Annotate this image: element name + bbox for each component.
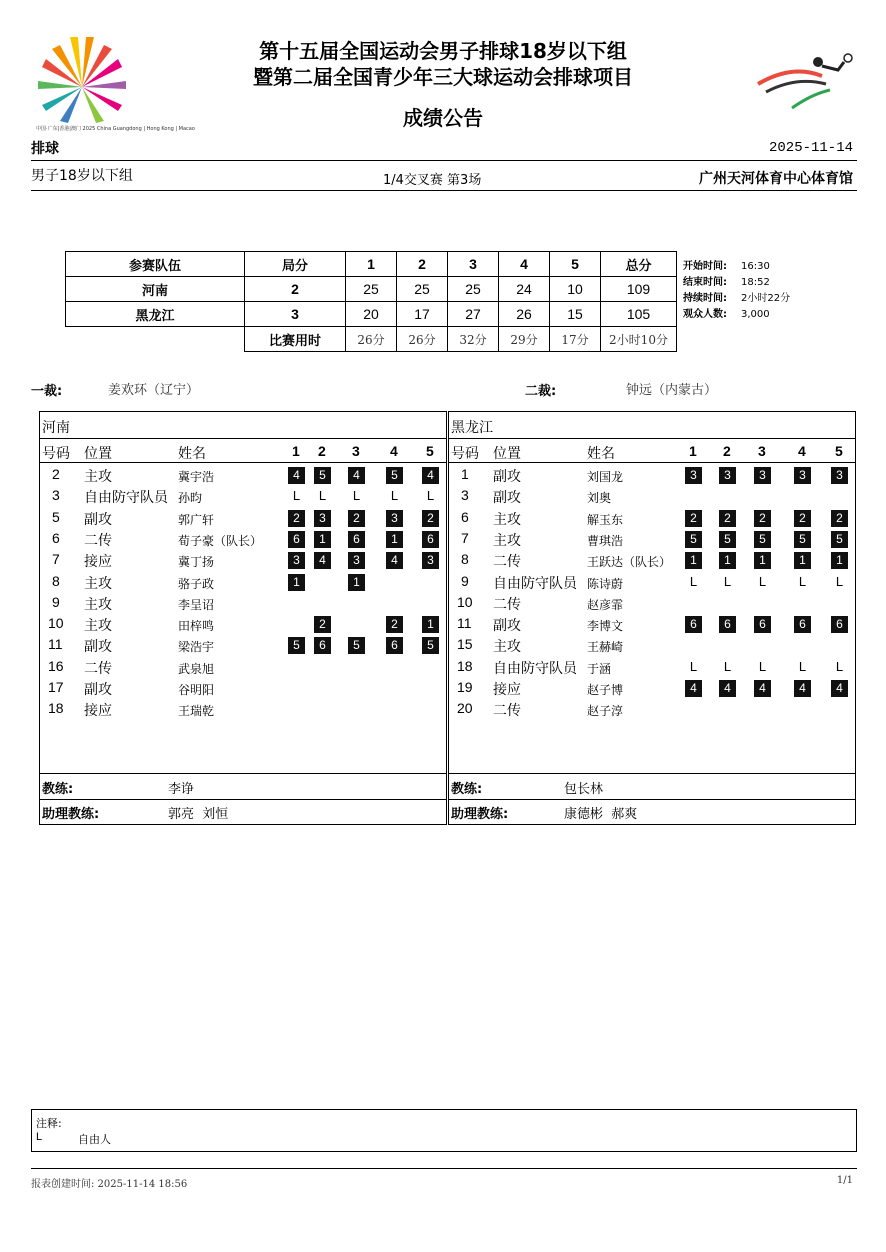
- rotation-box: 2: [288, 510, 305, 527]
- set-points: 10: [550, 277, 601, 302]
- duration-row: [66, 327, 677, 352]
- player-name: 田梓鸣: [178, 619, 215, 634]
- total-points: 105: [601, 302, 677, 327]
- rotation-box: 1: [288, 574, 305, 591]
- player-position: 主攻: [84, 596, 112, 613]
- player-position: 自由防守队员: [84, 490, 168, 507]
- libero-mark: L: [758, 573, 767, 589]
- libero-mark: L: [835, 573, 844, 589]
- player-row: [40, 571, 448, 592]
- player-position: 主攻: [493, 532, 521, 549]
- col-set: 5: [835, 443, 843, 459]
- rotation-box: 5: [831, 531, 848, 548]
- set-points: 24: [499, 277, 550, 302]
- player-position: 主攻: [493, 511, 521, 528]
- team-name: 河南: [66, 277, 245, 302]
- rotation-box: 4: [794, 680, 811, 697]
- rotation-box: 2: [386, 616, 403, 633]
- col-set: 2: [723, 443, 731, 459]
- player-number: 8: [52, 572, 60, 589]
- set-points: 27: [448, 302, 499, 327]
- set-points: 17: [397, 302, 448, 327]
- rotation-box: 6: [422, 531, 439, 548]
- set-label: 2: [397, 252, 448, 277]
- rotation-box: 2: [685, 510, 702, 527]
- scoreboard-table: [65, 251, 677, 352]
- player-row: [40, 528, 448, 549]
- col-set: 4: [390, 443, 398, 459]
- coach-name: 李诤: [168, 782, 195, 797]
- sport-label: 排球: [31, 141, 59, 157]
- player-row: [40, 698, 448, 719]
- player-name: 郭广轩: [178, 512, 215, 527]
- set-duration: 29分: [499, 327, 550, 352]
- volleyball-player-icon: [752, 50, 856, 114]
- rotation-box: 5: [422, 637, 439, 654]
- libero-mark: L: [723, 658, 732, 674]
- player-name: 刘国龙: [587, 470, 624, 484]
- games-logo: [30, 25, 195, 137]
- set-points: 15: [550, 302, 601, 327]
- player-position: 副攻: [493, 490, 521, 507]
- player-name: 李博文: [587, 619, 624, 634]
- assistant-coach-label: 助理教练:: [42, 807, 100, 822]
- col-number: 号码: [42, 446, 70, 462]
- rotation-box: 1: [348, 574, 365, 591]
- rotation-box: 6: [314, 637, 331, 654]
- libero-mark: L: [426, 488, 435, 504]
- player-name: 骆子政: [178, 576, 215, 591]
- rotation-box: 6: [754, 616, 771, 633]
- rotation-box: 4: [288, 467, 305, 484]
- player-number: 11: [457, 615, 472, 632]
- rotation-box: 5: [348, 637, 365, 654]
- rotation-box: 2: [719, 510, 736, 527]
- second-referee-label: 二裁:: [525, 384, 557, 399]
- rotation-box: 4: [348, 467, 365, 484]
- rotation-box: 3: [288, 552, 305, 569]
- start-time: 16:30: [741, 261, 770, 272]
- set-label: 5: [550, 252, 601, 277]
- volleyball-logo: [752, 50, 856, 114]
- set-duration: 26分: [397, 327, 448, 352]
- rotation-box: 6: [831, 616, 848, 633]
- notes-box: [31, 1109, 857, 1152]
- player-name: 曹琪浩: [587, 533, 624, 548]
- col-set: 2: [318, 443, 326, 459]
- rotation-box: 4: [831, 680, 848, 697]
- player-position: 主攻: [493, 639, 521, 656]
- player-number: 8: [461, 551, 469, 568]
- player-row: [40, 485, 448, 506]
- col-set: 3: [352, 443, 360, 459]
- player-name: 赵子淳: [587, 704, 624, 719]
- rotation-box: 3: [794, 467, 811, 484]
- rotation-box: 1: [314, 531, 331, 548]
- player-position: 二传: [84, 660, 112, 677]
- player-position: 主攻: [84, 618, 112, 635]
- rotation-box: 3: [754, 467, 771, 484]
- rotation-box: 3: [314, 510, 331, 527]
- start-label: 开始时间:: [683, 261, 727, 272]
- player-number: 7: [52, 551, 60, 568]
- player-number: 6: [461, 508, 469, 525]
- team-row-1: [66, 277, 677, 302]
- rotation-box: 6: [719, 616, 736, 633]
- libero-mark: L: [689, 658, 698, 674]
- player-row: [40, 507, 448, 528]
- player-name: 刘奥: [587, 491, 612, 506]
- coach-label: 教练:: [451, 782, 483, 797]
- player-row: [449, 507, 857, 528]
- player-row: [40, 656, 448, 677]
- sets-won: 3: [245, 302, 346, 327]
- player-row: [449, 571, 857, 592]
- rotation-box: 6: [288, 531, 305, 548]
- rotation-box: 4: [685, 680, 702, 697]
- player-position: 接应: [493, 682, 521, 698]
- player-row: [40, 613, 448, 634]
- player-position: 主攻: [84, 575, 112, 592]
- player-name: 梁浩宇: [178, 640, 215, 655]
- player-number: 10: [48, 615, 64, 632]
- logo-caption: 中国·广东|香港|澳门 2025 China Guangdong | Hong Kong | Macao: [36, 126, 195, 132]
- player-name: 陈诗蔚: [587, 576, 624, 591]
- libero-mark: L: [835, 658, 844, 674]
- player-name: 谷明阳: [178, 683, 215, 697]
- col-set: 4: [798, 443, 806, 459]
- player-number: 5: [52, 508, 60, 525]
- player-number: 20: [457, 700, 473, 717]
- player-position: 接应: [84, 554, 112, 571]
- player-position: 副攻: [84, 682, 112, 698]
- rotation-box: 5: [719, 531, 736, 548]
- rotation-box: 1: [685, 552, 702, 569]
- col-team: 参赛队伍: [66, 252, 245, 277]
- first-referee-label: 一裁:: [31, 384, 63, 399]
- player-name: 赵子博: [587, 683, 624, 697]
- title-line1: 第十五届全国运动会男子排球18岁以下组: [259, 39, 627, 63]
- duration-label: 比赛用时: [245, 327, 346, 352]
- set-points: 26: [499, 302, 550, 327]
- match-duration: 2小时22分: [741, 293, 791, 304]
- team-row-2: [66, 302, 677, 327]
- player-name: 解玉东: [587, 512, 624, 527]
- sunburst-logo-icon: [30, 25, 134, 125]
- set-points: 25: [346, 277, 397, 302]
- rotation-box: 4: [314, 552, 331, 569]
- rotation-box: 1: [794, 552, 811, 569]
- rotation-box: 2: [422, 510, 439, 527]
- end-label: 结束时间:: [683, 277, 727, 288]
- first-referee: 姜欢环（辽宁）: [108, 383, 200, 398]
- libero-mark: L: [390, 488, 399, 504]
- player-position: 二传: [84, 532, 112, 549]
- roster-team-name: 河南: [42, 420, 70, 436]
- col-set: 1: [292, 443, 300, 459]
- assistant-coach-label: 助理教练:: [451, 807, 509, 822]
- attendance-label: 观众人数:: [683, 309, 727, 320]
- rotation-box: 5: [754, 531, 771, 548]
- rotation-box: 5: [794, 531, 811, 548]
- rotation-box: 6: [348, 531, 365, 548]
- player-name: 王跃达（队长）: [587, 555, 672, 570]
- rotation-box: 5: [386, 467, 403, 484]
- rotation-box: 1: [719, 552, 736, 569]
- roster-team-name: 黑龙江: [451, 420, 493, 436]
- roster-panel-away: [448, 411, 856, 825]
- set-label: 3: [448, 252, 499, 277]
- rotation-box: 6: [685, 616, 702, 633]
- player-position: 接应: [84, 703, 112, 720]
- rotation-box: 2: [348, 510, 365, 527]
- col-set: 5: [426, 443, 434, 459]
- player-row: [449, 485, 857, 506]
- player-position: 二传: [493, 596, 521, 613]
- footer-divider: [31, 1168, 857, 1169]
- player-row: [449, 634, 857, 655]
- category-label: 男子18岁以下组: [31, 168, 133, 184]
- libero-mark: L: [292, 488, 301, 504]
- player-position: 副攻: [84, 639, 112, 656]
- rotation-box: 6: [386, 637, 403, 654]
- player-position: 自由防守队员: [493, 575, 577, 592]
- player-number: 2: [52, 466, 60, 482]
- player-position: 二传: [493, 703, 521, 720]
- col-sets: 局分: [245, 252, 346, 277]
- set-points: 25: [397, 277, 448, 302]
- header-divider-2: [31, 190, 857, 191]
- player-number: 3: [461, 487, 469, 504]
- player-name: 于涵: [587, 661, 612, 676]
- end-time: 18:52: [741, 277, 770, 288]
- assistant-coach-names: 郭亮 刘恒: [168, 807, 229, 822]
- player-row: [449, 698, 857, 719]
- venue-label: 广州天河体育中心体育馆: [699, 171, 853, 187]
- coach-label: 教练:: [42, 782, 74, 797]
- col-position: 位置: [84, 446, 112, 462]
- set-points: 20: [346, 302, 397, 327]
- libero-mark: L: [723, 573, 732, 589]
- libero-mark: L: [798, 573, 807, 589]
- page-subtitle: 成绩公告: [403, 106, 483, 130]
- rotation-box: 2: [754, 510, 771, 527]
- col-number: 号码: [451, 446, 479, 462]
- player-number: 17: [48, 679, 64, 695]
- player-name: 李呈诏: [178, 597, 215, 612]
- player-number: 18: [48, 700, 64, 717]
- notes-title: 注释:: [36, 1117, 62, 1130]
- player-name: 荀子豪（队长）: [178, 533, 263, 548]
- roster-panel-home: [39, 411, 447, 825]
- rotation-box: 1: [831, 552, 848, 569]
- total-duration: 2小时10分: [601, 327, 677, 352]
- set-duration: 26分: [346, 327, 397, 352]
- rotation-box: 4: [386, 552, 403, 569]
- round-label: 1/4交叉赛 第3场: [383, 173, 482, 188]
- assistant-coach-names: 康德彬 郝爽: [564, 807, 638, 822]
- player-name: 王赫崎: [587, 640, 624, 655]
- rotation-box: 2: [831, 510, 848, 527]
- header-divider: [31, 160, 857, 161]
- rotation-box: 1: [754, 552, 771, 569]
- notes-desc: 自由人: [78, 1133, 111, 1146]
- player-row: [449, 528, 857, 549]
- player-row: [449, 613, 857, 634]
- player-row: [449, 464, 857, 485]
- player-number: 16: [48, 657, 64, 674]
- libero-mark: L: [798, 658, 807, 674]
- rotation-box: 3: [348, 552, 365, 569]
- set-duration: 32分: [448, 327, 499, 352]
- player-number: 15: [457, 636, 473, 653]
- player-number: 7: [461, 529, 469, 546]
- player-row: [40, 634, 448, 655]
- set-label: 1: [346, 252, 397, 277]
- rotation-box: 3: [719, 467, 736, 484]
- rotation-box: 4: [422, 467, 439, 484]
- second-referee: 钟远（内蒙古）: [626, 383, 718, 398]
- col-total: 总分: [601, 252, 677, 277]
- player-row: [449, 656, 857, 677]
- player-position: 自由防守队员: [493, 660, 577, 677]
- libero-mark: L: [318, 488, 327, 504]
- player-row: [449, 592, 857, 613]
- player-position: 副攻: [493, 618, 521, 635]
- player-name: 赵彦霏: [587, 597, 624, 612]
- rotation-box: 1: [386, 531, 403, 548]
- team-name: 黑龙江: [66, 302, 245, 327]
- col-name: 姓名: [178, 446, 206, 462]
- rotation-box: 3: [685, 467, 702, 484]
- rotation-box: 5: [314, 467, 331, 484]
- rotation-box: 2: [794, 510, 811, 527]
- player-row: [449, 549, 857, 570]
- rotation-box: 6: [794, 616, 811, 633]
- col-set: 1: [689, 443, 697, 459]
- page-number: 1/1: [836, 1175, 853, 1186]
- rotation-box: 1: [422, 616, 439, 633]
- player-name: 冀丁扬: [178, 555, 215, 570]
- col-set: 3: [758, 443, 766, 459]
- attendance: 3,000: [741, 309, 770, 320]
- player-number: 6: [52, 529, 60, 546]
- player-position: 二传: [493, 554, 521, 571]
- player-position: 副攻: [84, 511, 112, 528]
- sets-won: 2: [245, 277, 346, 302]
- player-row: [40, 549, 448, 570]
- player-name: 武泉旭: [178, 661, 215, 676]
- player-number: 11: [48, 636, 63, 653]
- rotation-box: 3: [831, 467, 848, 484]
- player-row: [40, 592, 448, 613]
- set-points: 25: [448, 277, 499, 302]
- player-number: 9: [461, 572, 469, 589]
- notes-key: L: [36, 1131, 43, 1143]
- col-name: 姓名: [587, 446, 615, 462]
- total-points: 109: [601, 277, 677, 302]
- duration-label: 持续时间:: [683, 293, 727, 304]
- player-position: 主攻: [84, 469, 112, 485]
- col-position: 位置: [493, 446, 521, 462]
- rotation-box: 2: [314, 616, 331, 633]
- player-name: 王瑞乾: [178, 704, 215, 719]
- player-number: 1: [461, 466, 469, 482]
- title-line2: 暨第二届全国青少年三大球运动会排球项目: [253, 65, 633, 89]
- match-info: [683, 259, 790, 323]
- set-duration: 17分: [550, 327, 601, 352]
- libero-mark: L: [352, 488, 361, 504]
- player-number: 18: [457, 657, 473, 674]
- rotation-box: 3: [422, 552, 439, 569]
- player-row: [40, 677, 448, 698]
- player-position: 副攻: [493, 469, 521, 485]
- player-number: 19: [457, 679, 473, 695]
- player-name: 冀宇浩: [178, 470, 215, 484]
- libero-mark: L: [689, 573, 698, 589]
- player-number: 10: [457, 593, 473, 610]
- rotation-box: 4: [719, 680, 736, 697]
- report-created: 报表创建时间: 2025-11-14 18:56: [31, 1179, 188, 1190]
- rotation-box: 5: [288, 637, 305, 654]
- player-number: 3: [52, 487, 60, 504]
- rotation-box: 5: [685, 531, 702, 548]
- rotation-box: 3: [386, 510, 403, 527]
- player-name: 孙昀: [178, 491, 203, 506]
- player-row: [449, 677, 857, 698]
- player-row: [40, 464, 448, 485]
- coach-name: 包长林: [564, 782, 604, 797]
- player-number: 9: [52, 593, 60, 610]
- rotation-box: 4: [754, 680, 771, 697]
- set-label: 4: [499, 252, 550, 277]
- match-date: 2025-11-14: [768, 140, 853, 156]
- libero-mark: L: [758, 658, 767, 674]
